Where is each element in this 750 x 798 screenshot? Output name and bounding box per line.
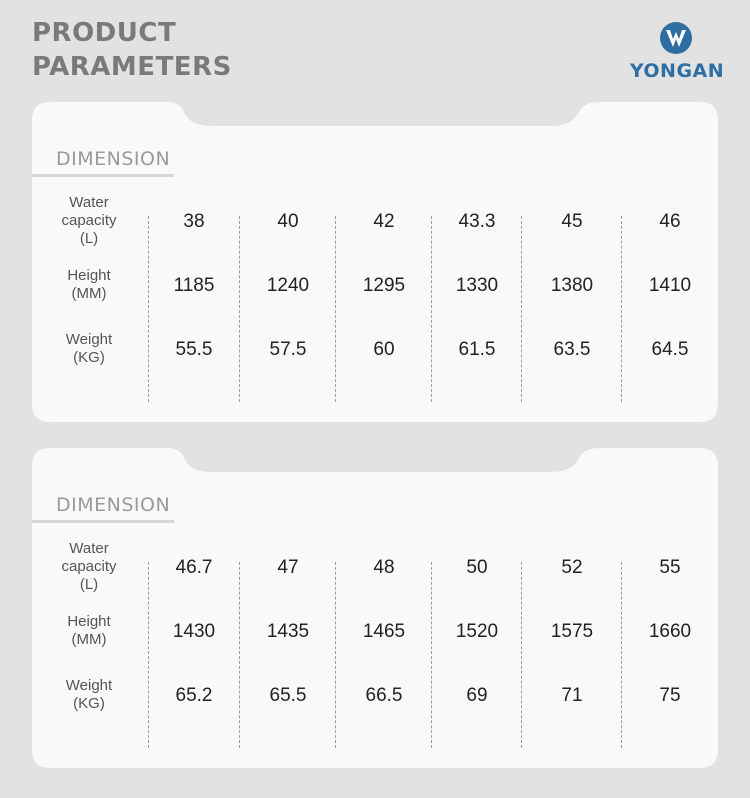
table-cell: 48 <box>373 557 395 578</box>
table-cell: 43.3 <box>458 211 496 232</box>
column-divider <box>621 562 622 748</box>
table-cell: 46 <box>659 211 681 232</box>
table-cell: 64.5 <box>651 339 689 360</box>
section-underline <box>32 174 174 177</box>
table-cell: 57.5 <box>269 339 307 360</box>
table-cell: 63.5 <box>553 339 591 360</box>
table-row-height <box>32 600 718 664</box>
table-row-water-capacity <box>32 536 718 600</box>
table-row-water-capacity <box>32 190 718 254</box>
row-label: Weight (KG) <box>65 677 113 712</box>
table-cell: 1410 <box>648 275 692 296</box>
table-cell: 1295 <box>362 275 406 296</box>
column-divider <box>148 216 149 402</box>
table-cell: 1435 <box>266 621 310 642</box>
table-cell: 65.5 <box>269 685 307 706</box>
column-divider <box>521 562 522 748</box>
table-cell: 42 <box>373 211 395 232</box>
table-cell: 1185 <box>173 275 215 296</box>
table-cell: 45 <box>561 211 583 232</box>
table-cell: 46.7 <box>175 557 213 578</box>
brand-logo <box>622 20 732 86</box>
table-cell: 75 <box>659 685 681 706</box>
table-cell: 1575 <box>550 621 594 642</box>
column-divider <box>521 216 522 402</box>
table-cell: 61.5 <box>458 339 496 360</box>
row-label: Water capacity (L) <box>61 194 117 247</box>
column-divider <box>431 562 432 748</box>
table-cell: 1330 <box>455 275 499 296</box>
table-cell: 52 <box>561 557 583 578</box>
column-divider <box>335 562 336 748</box>
table-row-weight <box>32 664 718 728</box>
table-cell: 66.5 <box>365 685 403 706</box>
table-cell: 65.2 <box>175 685 213 706</box>
yongan-logo-icon <box>658 20 694 56</box>
row-label: Height (MM) <box>67 613 111 648</box>
dimension-table-1 <box>32 190 718 382</box>
table-cell: 1380 <box>550 275 594 296</box>
column-divider <box>239 216 240 402</box>
logo-text: YONGAN <box>629 60 725 82</box>
column-divider <box>621 216 622 402</box>
table-cell: 1660 <box>648 621 692 642</box>
row-label: Height (MM) <box>67 267 111 302</box>
page-title <box>32 16 232 84</box>
section-underline <box>32 520 174 523</box>
table-cell: 50 <box>466 557 488 578</box>
table-cell: 38 <box>183 211 205 232</box>
table-cell: 55.5 <box>175 339 213 360</box>
table-cell: 55 <box>659 557 681 578</box>
table-row-height <box>32 254 718 318</box>
table-cell: 1520 <box>455 621 499 642</box>
table-cell: 40 <box>277 211 299 232</box>
table-cell: 69 <box>466 685 488 706</box>
dimension-card-2 <box>32 448 718 768</box>
row-label: Water capacity (L) <box>61 540 117 593</box>
row-label: Weight (KG) <box>65 331 113 366</box>
dimension-table-2 <box>32 536 718 728</box>
column-divider <box>148 562 149 748</box>
column-divider <box>239 562 240 748</box>
section-label: DIMENSION <box>56 148 171 170</box>
dimension-card-1 <box>32 102 718 422</box>
table-cell: 47 <box>277 557 299 578</box>
column-divider <box>431 216 432 402</box>
table-cell: 1240 <box>266 275 310 296</box>
title-line-2: PARAMETERS <box>32 52 232 82</box>
title-line-1: PRODUCT <box>32 18 177 48</box>
table-row-weight <box>32 318 718 382</box>
section-label: DIMENSION <box>56 494 171 516</box>
table-cell: 1465 <box>362 621 406 642</box>
column-divider <box>335 216 336 402</box>
table-cell: 60 <box>373 339 395 360</box>
table-cell: 1430 <box>172 621 216 642</box>
table-cell: 71 <box>561 685 583 706</box>
